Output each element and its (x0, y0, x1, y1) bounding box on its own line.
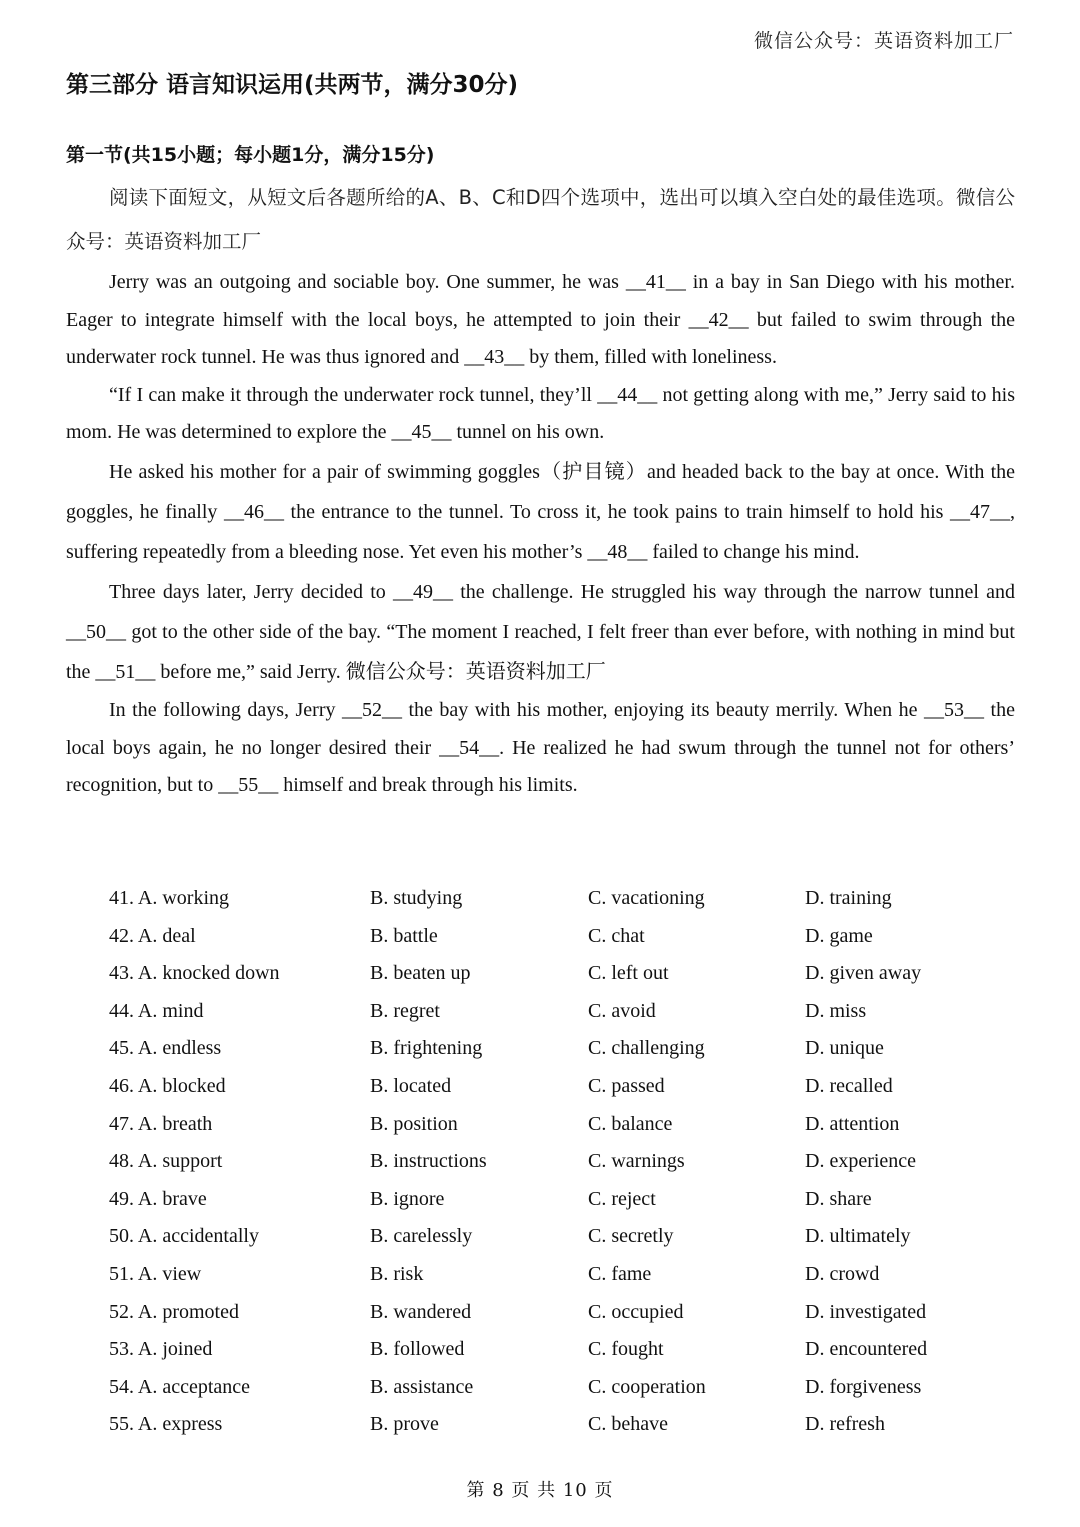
question-row (109, 1406, 969, 1444)
passage-paragraph: In the following days, Jerry __52__ the bay with his mother, enjoying its beauty merrily. When he __53__ the local boys again, he no longer desired their __54__. He realized he had swum through the tunnel not for others’ recognition, but to __55__ himself and break through his limits. (66, 698, 1015, 797)
question-row (109, 1369, 969, 1407)
option-d: D. investigated (805, 1300, 927, 1323)
option-d: D. share (805, 1187, 872, 1210)
option-d: D. given away (805, 962, 922, 985)
question-row (109, 880, 969, 918)
option-b: B. ignore (370, 1187, 445, 1210)
option-c: C. cooperation (588, 1375, 706, 1398)
option-c: C. fame (588, 1262, 652, 1285)
question-row (109, 1256, 969, 1294)
option-c: C. balance (588, 1112, 673, 1135)
option-d: D. attention (805, 1112, 900, 1135)
option-a: 46. A. blocked (109, 1074, 226, 1097)
question-row (109, 1106, 969, 1144)
instruction-text: 阅读下面短文，从短文后各题所给的A、B、C和D四个选项中，选出可以填入空白处的最佳选项。微信公众号：英语资料加工厂 (66, 186, 1015, 253)
option-a: 47. A. breath (109, 1112, 213, 1135)
option-d: D. crowd (805, 1262, 880, 1285)
option-c: C. occupied (588, 1300, 684, 1323)
option-d: D. recalled (805, 1074, 893, 1097)
option-c: C. secretly (588, 1225, 674, 1248)
option-b: B. risk (370, 1262, 424, 1285)
question-row (109, 955, 969, 993)
option-a: 43. A. knocked down (109, 962, 280, 985)
option-b: B. frightening (370, 1037, 483, 1060)
question-row (109, 1030, 969, 1068)
option-d: D. ultimately (805, 1225, 911, 1248)
option-b: B. carelessly (370, 1225, 473, 1248)
cloze-passage (66, 176, 1015, 805)
question-row (109, 1143, 969, 1181)
question-row (109, 1218, 969, 1256)
option-a: 52. A. promoted (109, 1300, 239, 1323)
answer-options-list (109, 880, 969, 1444)
option-d: D. unique (805, 1037, 884, 1060)
option-a: 42. A. deal (109, 924, 196, 947)
option-b: B. instructions (370, 1150, 487, 1173)
question-row (109, 993, 969, 1031)
option-b: B. position (370, 1112, 458, 1135)
option-d: D. miss (805, 999, 867, 1022)
option-d: D. training (805, 887, 892, 909)
option-a: 55. A. express (109, 1413, 223, 1436)
option-c: C. fought (588, 1338, 664, 1361)
option-c: C. left out (588, 962, 669, 985)
option-c: C. behave (588, 1413, 668, 1436)
passage-paragraph: He asked his mother for a pair of swimming goggles（护目镜）and headed back to the bay at once. With the goggles, he finally __46__ the entrance to the tunnel. To cross it, he took pains to train himself to hold his __47__, suffering repeatedly from a bleeding nose. Yet even his mother’s __48__ failed to change his mind. (66, 460, 1015, 563)
option-b: B. followed (370, 1338, 465, 1361)
option-b: B. studying (370, 887, 463, 909)
question-row (109, 1294, 969, 1332)
option-d: D. forgiveness (805, 1375, 922, 1398)
option-d: D. encountered (805, 1338, 928, 1361)
option-d: D. experience (805, 1150, 917, 1173)
passage-paragraph: Jerry was an outgoing and sociable boy. One summer, he was __41__ in a bay in San Diego with his mother. Eager to integrate himself with the local boys, he attempted to join their __42__ but failed to swim through the underwater rock tunnel. He was thus ignored and __43__ by them, filled with loneliness. (66, 271, 1015, 369)
option-d: D. refresh (805, 1413, 885, 1436)
option-a: 44. A. mind (109, 999, 204, 1022)
question-row (109, 918, 969, 956)
option-a: 54. A. acceptance (109, 1375, 251, 1398)
option-a: 41. A. working (109, 887, 229, 909)
option-c: C. vacationing (588, 887, 705, 909)
option-a: 48. A. support (109, 1150, 223, 1173)
passage-paragraph: Three days later, Jerry decided to __49__ the challenge. He struggled his way through the narrow tunnel and __50__ got to the other side of the bay. “The moment I reached, I felt freer than ever before, with nothing in mind but the __51__ before me,” said Jerry. 微信公众号：英语资料加工厂 (66, 580, 1015, 683)
option-c: C. chat (588, 924, 645, 947)
option-a: 51. A. view (109, 1262, 202, 1285)
question-row (109, 1181, 969, 1219)
option-a: 50. A. accidentally (109, 1225, 259, 1248)
question-row (109, 1331, 969, 1369)
option-b: B. located (370, 1074, 452, 1097)
question-row (109, 1068, 969, 1106)
option-c: C. avoid (588, 999, 656, 1022)
option-c: C. challenging (588, 1037, 705, 1060)
option-b: B. battle (370, 924, 438, 947)
option-b: B. wandered (370, 1300, 472, 1323)
page-number: 第 8 页 共 10 页 (466, 1480, 614, 1501)
option-a: 53. A. joined (109, 1338, 213, 1361)
passage-paragraph: “If I can make it through the underwater rock tunnel, they’ll __44__ not getting along with me,” Jerry said to his mom. He was determined to explore the __45__ tunnel on his own. (66, 383, 1015, 444)
watermark-text: 微信公众号：英语资料加工厂 (753, 30, 1014, 52)
option-c: C. passed (588, 1074, 665, 1097)
option-b: B. beaten up (370, 962, 471, 985)
option-a: 45. A. endless (109, 1037, 222, 1060)
subsection-title: 第一节(共15小题；每小题1分，满分15分) (66, 144, 435, 166)
option-b: B. regret (370, 999, 440, 1022)
section-title: 第三部分 语言知识运用(共两节，满分30分) (66, 72, 519, 98)
option-a: 49. A. brave (109, 1187, 207, 1210)
option-d: D. game (805, 924, 873, 947)
option-c: C. warnings (588, 1150, 685, 1173)
option-c: C. reject (588, 1187, 656, 1210)
option-b: B. prove (370, 1413, 439, 1436)
option-b: B. assistance (370, 1375, 474, 1398)
